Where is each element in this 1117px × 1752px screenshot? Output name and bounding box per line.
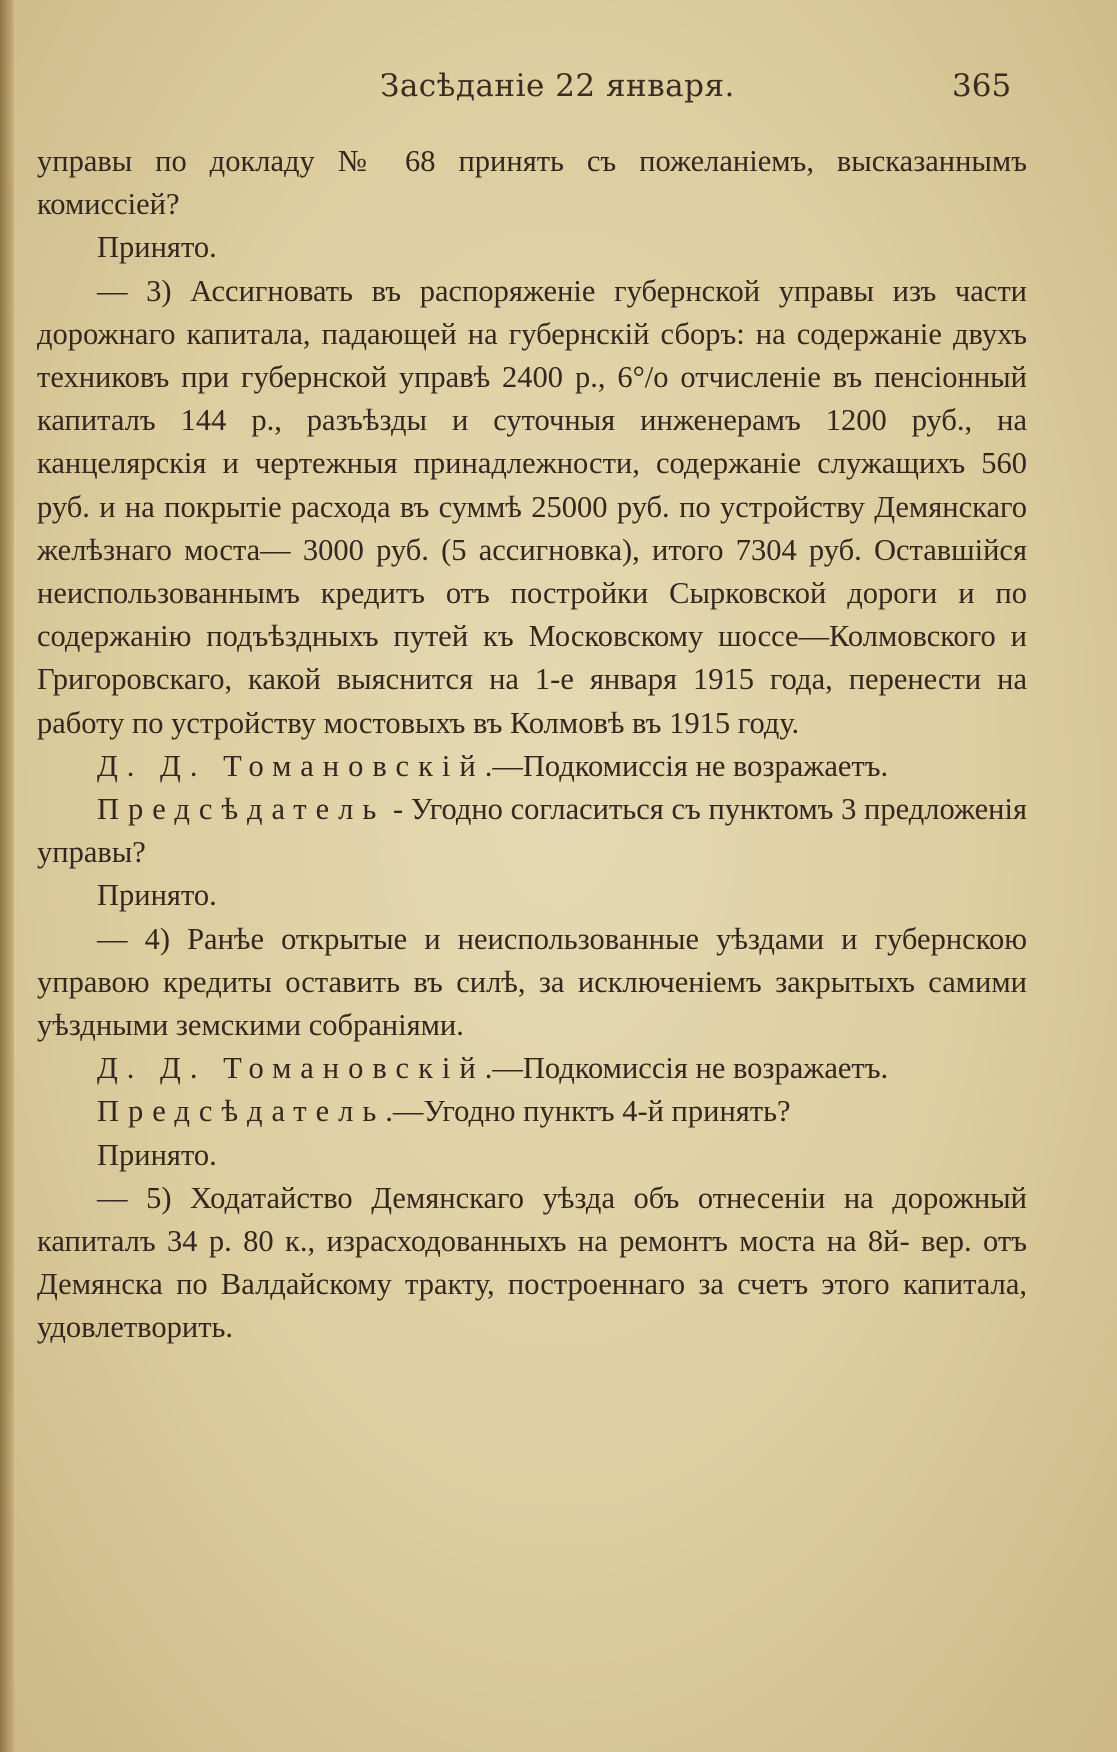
page-body xyxy=(37,140,1027,1350)
paragraph-accepted: Принято. xyxy=(97,1137,217,1172)
page-edge-shadow xyxy=(0,0,14,1752)
speaker-name: Предсѣдатель xyxy=(97,1094,386,1129)
paragraph-chairman-remark xyxy=(37,1090,1027,1133)
speaker-name: Д. Д. Томановскій xyxy=(97,748,485,783)
paragraph-speaker-remark xyxy=(37,1047,1027,1090)
speaker-text: .—Подкомиссія не возражаетъ. xyxy=(484,748,889,783)
page-number: 365 xyxy=(952,68,1012,104)
speaker-name: Д. Д. Томановскій xyxy=(97,1051,485,1086)
running-title: Засѣданіе 22 января. xyxy=(380,68,735,104)
speaker-name: Предсѣдатель xyxy=(97,792,386,827)
paragraph-item-3: — 3) Ассигновать въ распоряженіе губернской управы изъ части дорожнаго капитала, падающей на губернскій сборъ: на содержаніе двухъ техниковъ при губернской управѣ 2400 р., 6°/о отчисленіе въ пенсіонный капиталъ 144 р., разъѣзды и суточныя инженерамъ 1200 руб., на канцелярскія и чертежныя принадлежности, содержаніе служащихъ 560 руб. и на покрытіе расхода въ суммѣ 25000 руб. по устройству Демянскаго желѣзнаго моста— 3000 руб. (5 ассигновка), итого 7304 руб. Оставшійся неиспользованнымъ кредитъ отъ постройки Сырковской дороги и по содержанію подъѣздныхъ путей къ Московскому шоссе—Колмовского и Григоровскаго, какой выяснится на 1-е января 1915 года, перенести на работу по устройству мостовыхъ въ Колмовѣ въ 1915 году. xyxy=(37,273,1027,740)
paragraph-item-4: — 4) Ранѣе открытые и неиспользованные уѣздами и губернскою управою кредиты оставить въ силѣ, за исключеніемъ закрытыхъ самими уѣздными земскими собраніями. xyxy=(37,921,1027,1043)
paragraph-item-5: — 5) Ходатайство Демянскаго уѣзда объ отнесеніи на дорожный капиталъ 34 р. 80 к., израсходованныхъ на ремонтъ моста на 8й- вер. отъ Демянска по Валдайскому тракту, построеннаго за счетъ этого капитала, удовлетворить. xyxy=(37,1180,1027,1345)
paragraph-accepted: Принято. xyxy=(97,230,217,265)
paragraph-chairman-remark xyxy=(37,788,1027,874)
speaker-text: - Угодно согласиться съ пунктомъ 3 предложенія управы? xyxy=(37,792,1027,870)
speaker-text: .—Подкомиссія не возражаетъ. xyxy=(484,1051,889,1086)
paragraph-continuation: управы по докладу № 68 принять съ пожеланіемъ, высказаннымъ комиссіей? xyxy=(37,144,1027,222)
paragraph-speaker-remark xyxy=(37,745,1027,788)
speaker-text: .—Угодно пунктъ 4-й принять? xyxy=(385,1094,791,1129)
page-header xyxy=(0,68,1117,108)
paragraph-accepted: Принято. xyxy=(97,878,217,913)
